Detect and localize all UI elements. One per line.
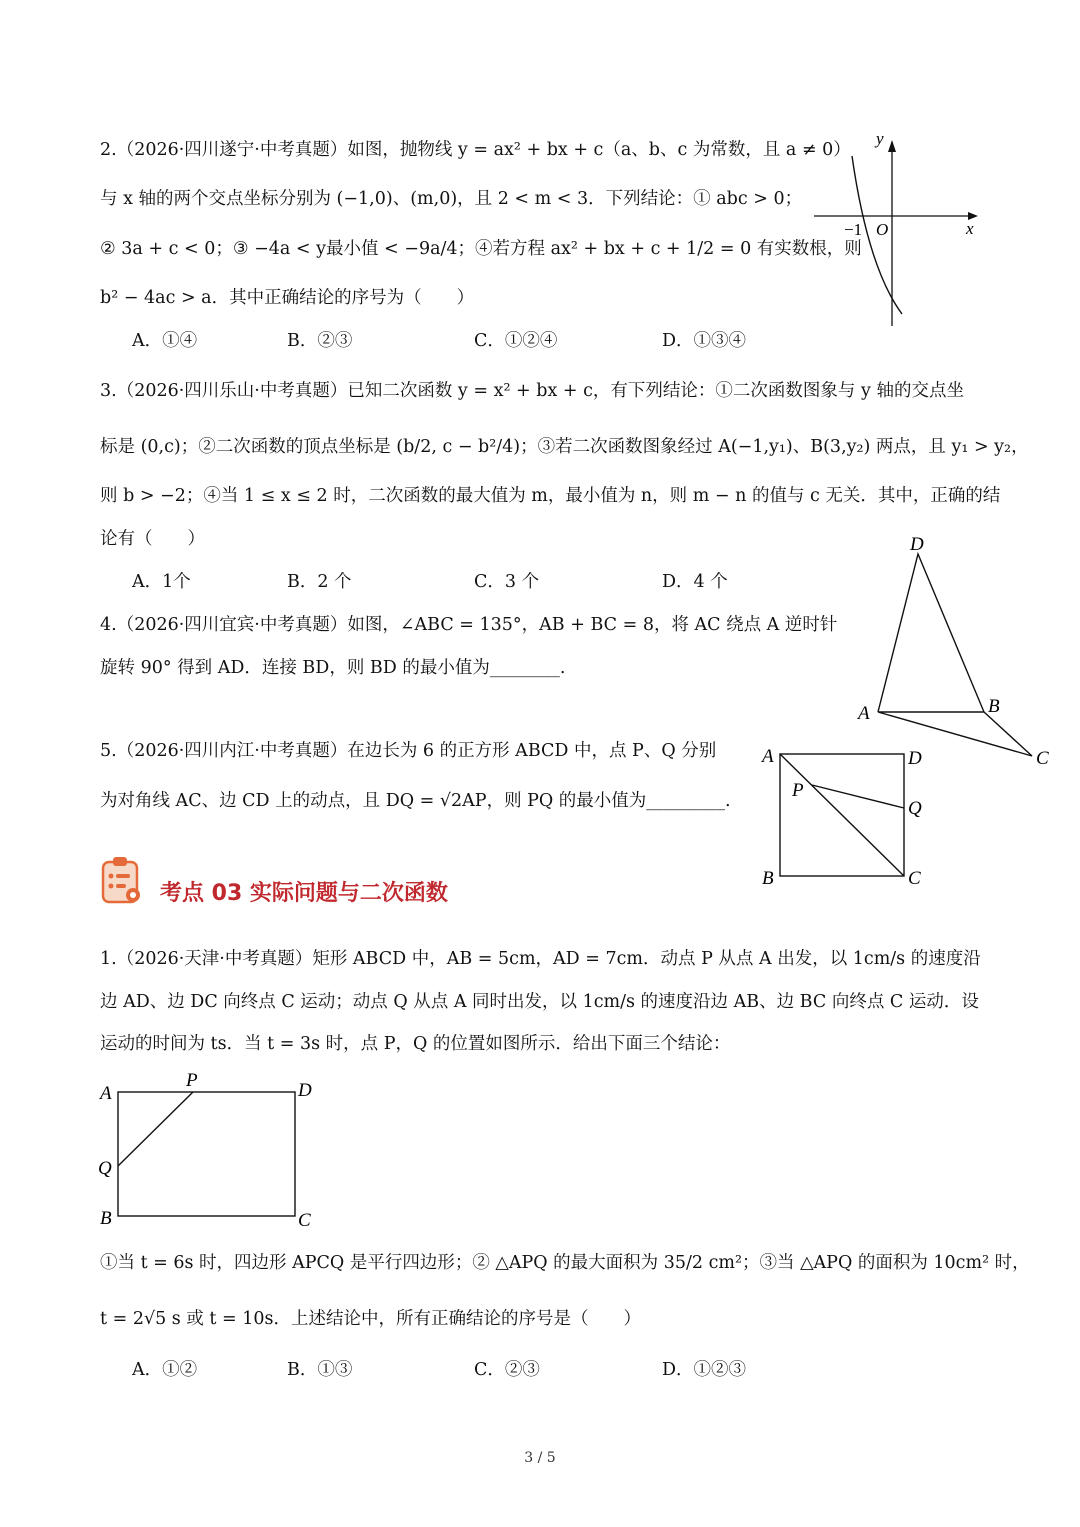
q4-line-1: 4.（2026·四川宜宾·中考真题）如图，∠ABC = 135°，AB + BC = 8，将 AC 绕点 A 逆时针 [100, 615, 838, 635]
rectangle-abcd [118, 1092, 295, 1216]
s3q1-line-5: t = 2√5 s 或 t = 10s．上述结论中，所有正确结论的序号是（ ） [100, 1309, 641, 1329]
triangle-lines [878, 554, 1032, 756]
point-c-label: C [908, 868, 921, 889]
x-axis-label: x [966, 219, 974, 238]
point-a-label: A [100, 1083, 112, 1104]
q4-triangle-figure [852, 530, 1062, 775]
point-a-label: A [762, 746, 774, 767]
q3-option-d: D．4 个 [662, 572, 728, 592]
q5-square-figure [758, 740, 938, 890]
segment-pq [118, 1092, 193, 1166]
q3-line-4: 论有（ ） [100, 529, 205, 549]
s3q1-line-1: 1.（2026·天津·中考真题）矩形 ABCD 中，AB = 5cm，AD = 7cm．动点 P 从点 A 出发，以 1cm/s 的速度沿 [100, 949, 981, 969]
point-q-label: Q [908, 798, 922, 819]
y-axis-label: y [876, 129, 884, 148]
q3-option-b: B．2 个 [287, 572, 352, 592]
point-a-label: A [858, 703, 870, 724]
s3q1-option-d: D．①②③ [662, 1360, 747, 1380]
q2-parabola-figure [808, 128, 988, 330]
point-q-label: Q [98, 1158, 112, 1179]
point-b-label: B [988, 696, 1000, 717]
diagonal-ac [780, 754, 904, 876]
s3q1-option-c: C．②③ [474, 1360, 540, 1380]
point-p-label: P [186, 1070, 198, 1091]
q2-option-c: C．①②④ [474, 331, 558, 351]
neg-one-label: −1 [844, 220, 863, 239]
q2-option-b: B．②③ [287, 331, 353, 351]
page-number: 3 / 5 [524, 1450, 556, 1466]
point-c-label: C [1036, 748, 1049, 769]
q2-line-2: 与 x 轴的两个交点坐标分别为 (−1,0)、(m,0)，且 2 < m < 3．下列结论：① abc > 0； [100, 189, 803, 209]
s3q1-option-a: A．①② [132, 1360, 198, 1380]
point-b-label: B [100, 1208, 112, 1229]
q5-line-1: 5.（2026·四川内江·中考真题）在边长为 6 的正方形 ABCD 中，点 P、Q 分别 [100, 741, 717, 761]
clipboard-icon [100, 856, 142, 904]
q2-option-a: A．①④ [132, 331, 198, 351]
section-title: 考点 03 实际问题与二次函数 [160, 881, 448, 906]
s3q1-line-4: ①当 t = 6s 时，四边形 APCQ 是平行四边形；② △APQ 的最大面积为 35/2 cm²；③当 △APQ 的面积为 10cm² 时， [100, 1253, 1030, 1273]
point-p-label: P [792, 780, 804, 801]
s3q1-rectangle-figure [96, 1068, 336, 1236]
point-d-label: D [908, 748, 922, 769]
s3q1-line-3: 运动的时间为 ts．当 t = 3s 时，点 P，Q 的位置如图所示．给出下面三个结论： [100, 1034, 731, 1054]
point-b-label: B [762, 868, 774, 889]
q2-line-4: b² − 4ac > a．其中正确结论的序号为（ ） [100, 288, 475, 308]
point-d-label: D [910, 534, 924, 555]
point-c-label: C [298, 1210, 311, 1231]
s3q1-line-2: 边 AD、边 DC 向终点 C 运动；动点 Q 从点 A 同时出发，以 1cm/s 的速度沿边 AB、边 BC 向终点 C 运动．设 [100, 992, 979, 1012]
q3-line-1: 3.（2026·四川乐山·中考真题）已知二次函数 y = x² + bx + c，有下列结论：①二次函数图象与 y 轴的交点坐 [100, 381, 964, 401]
point-d-label: D [298, 1080, 312, 1101]
segment-pq [812, 785, 904, 808]
q3-line-3: 则 b > −2；④当 1 ≤ x ≤ 2 时，二次函数的最大值为 m，最小值为 n，则 m − n 的值与 c 无关．其中，正确的结 [100, 486, 1001, 506]
q4-line-2: 旋转 90° 得到 AD．连接 BD，则 BD 的最小值为________. [100, 658, 566, 678]
q2-option-d: D．①③④ [662, 331, 747, 351]
y-axis-arrow-icon [888, 140, 896, 152]
q2-line-3: ② 3a + c < 0；③ −4a < y最小值 < −9a/4；④若方程 ax² + bx + c + 1/2 = 0 有实数根，则 [100, 239, 862, 259]
q2-line-1: 2.（2026·四川遂宁·中考真题）如图，抛物线 y = ax² + bx + c（a、b、c 为常数，且 a ≠ 0） [100, 140, 851, 160]
q3-line-2: 标是 (0,c)；②二次函数的顶点坐标是 (b/2, c − b²/4)；③若二次函数图象经过 A(−1,y₁)、B(3,y₂) 两点，且 y₁ > y₂， [100, 437, 1029, 457]
origin-label: O [876, 220, 889, 239]
s3q1-option-b: B．①③ [287, 1360, 353, 1380]
q3-option-c: C．3 个 [474, 572, 540, 592]
q3-option-a: A．1个 [132, 572, 191, 592]
q5-line-2: 为对角线 AC、边 CD 上的动点，且 DQ = √2AP，则 PQ 的最小值为_________. [100, 791, 731, 811]
